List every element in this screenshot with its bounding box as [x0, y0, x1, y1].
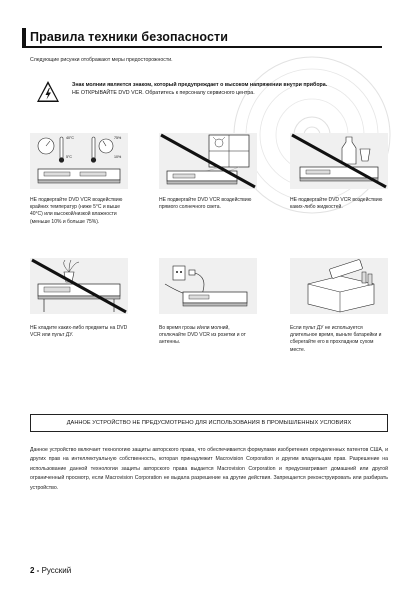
panel-thunderstorm-caption: Во время грозы и/или молний, отключайте DVD VCR из розетки и от антенны.	[159, 325, 246, 346]
panel-temperature-caption: НЕ подвергайте DVD VCR воздействию крайних температур (ниже 5°C и выше 40°C) или высокой/низкой влажности (меньше 10% и больше 75%).	[30, 197, 123, 225]
plug-icon	[189, 270, 195, 275]
warning-line-2: НЕ ОТКРЫВАЙТЕ DVD VCR. Обратитесь к персоналу сервисного центра.	[72, 90, 255, 96]
panel-liquids-caption: НЕ подвергайте DVD VCR воздействию каких-либо жидкостей.	[290, 197, 383, 211]
panel-sunlight	[159, 133, 257, 189]
temp-low-label: 5°C	[66, 155, 73, 159]
power-outlet-icon	[173, 266, 185, 280]
header-rule	[22, 46, 382, 48]
footer-separator: -	[34, 566, 42, 575]
thermometer-icon	[60, 137, 63, 159]
industrial-use-notice: ДАННОЕ УСТРОЙСТВО НЕ ПРЕДУСМОТРЕНО ДЛЯ ИСПОЛЬЗОВАНИЯ В ПРОМЫШЛЕННЫХ УСЛОВИЯХ	[30, 414, 388, 432]
intro-text: Следующие рисунки отображают меры предосторожности.	[30, 57, 173, 63]
page-number: 2	[30, 566, 35, 575]
header-cap-bar	[22, 28, 26, 48]
humidity-low-label: 10%	[114, 155, 122, 159]
antenna-cable	[165, 284, 185, 294]
panel-liquids	[290, 133, 388, 189]
page-title: Правила техники безопасности	[30, 30, 229, 44]
panel-thunderstorm	[159, 258, 257, 314]
page-header	[22, 28, 410, 50]
panel-objects-caption: НЕ кладите каких-либо предметы на DVD VCR или пульт ДУ.	[30, 325, 128, 339]
remote-control-icon	[329, 259, 363, 278]
temp-high-label: 40°C	[66, 136, 75, 140]
page-footer	[30, 566, 71, 575]
humidity-high-label: 75%	[114, 136, 122, 140]
bottle-icon	[342, 137, 356, 164]
panel-objects	[30, 258, 128, 314]
panel-remote-caption: Если пульт ДУ не используется длительное время, выньте батарейки и сберегайте его в прохладном сухом месте.	[290, 325, 382, 353]
lightning-warning-icon	[36, 80, 60, 104]
copyright-paragraph: Данное устройство включает технологию защиты авторского права, что обеспечивается формулами изобретения определенных патентов США, и других прав на интеллектуальную собственность, которая принадлежит Macrovision Corporation и другим владельцам прав. Разрешение на использование данной технологии защиты авторского права выдается Macrovision Corporation и предусматривает домашний или другой ограниченный просмотр, если Macrovision Corporation не выдала разрешение на другие действия. Запрещается реконструировать или разбирать устройство.	[30, 447, 388, 491]
warning-line-1: Знак молнии является знаком, который предупреждает о высоком напряжении внутри прибора.	[72, 82, 328, 88]
panel-temperature	[30, 133, 128, 189]
panel-sunlight-caption: НЕ подвергайте DVD VCR воздействию прямого солнечного света.	[159, 197, 252, 211]
cup-icon	[360, 149, 370, 161]
panel-remote	[290, 258, 388, 314]
battery-icon	[362, 272, 366, 283]
footer-language: Русский	[41, 566, 72, 575]
